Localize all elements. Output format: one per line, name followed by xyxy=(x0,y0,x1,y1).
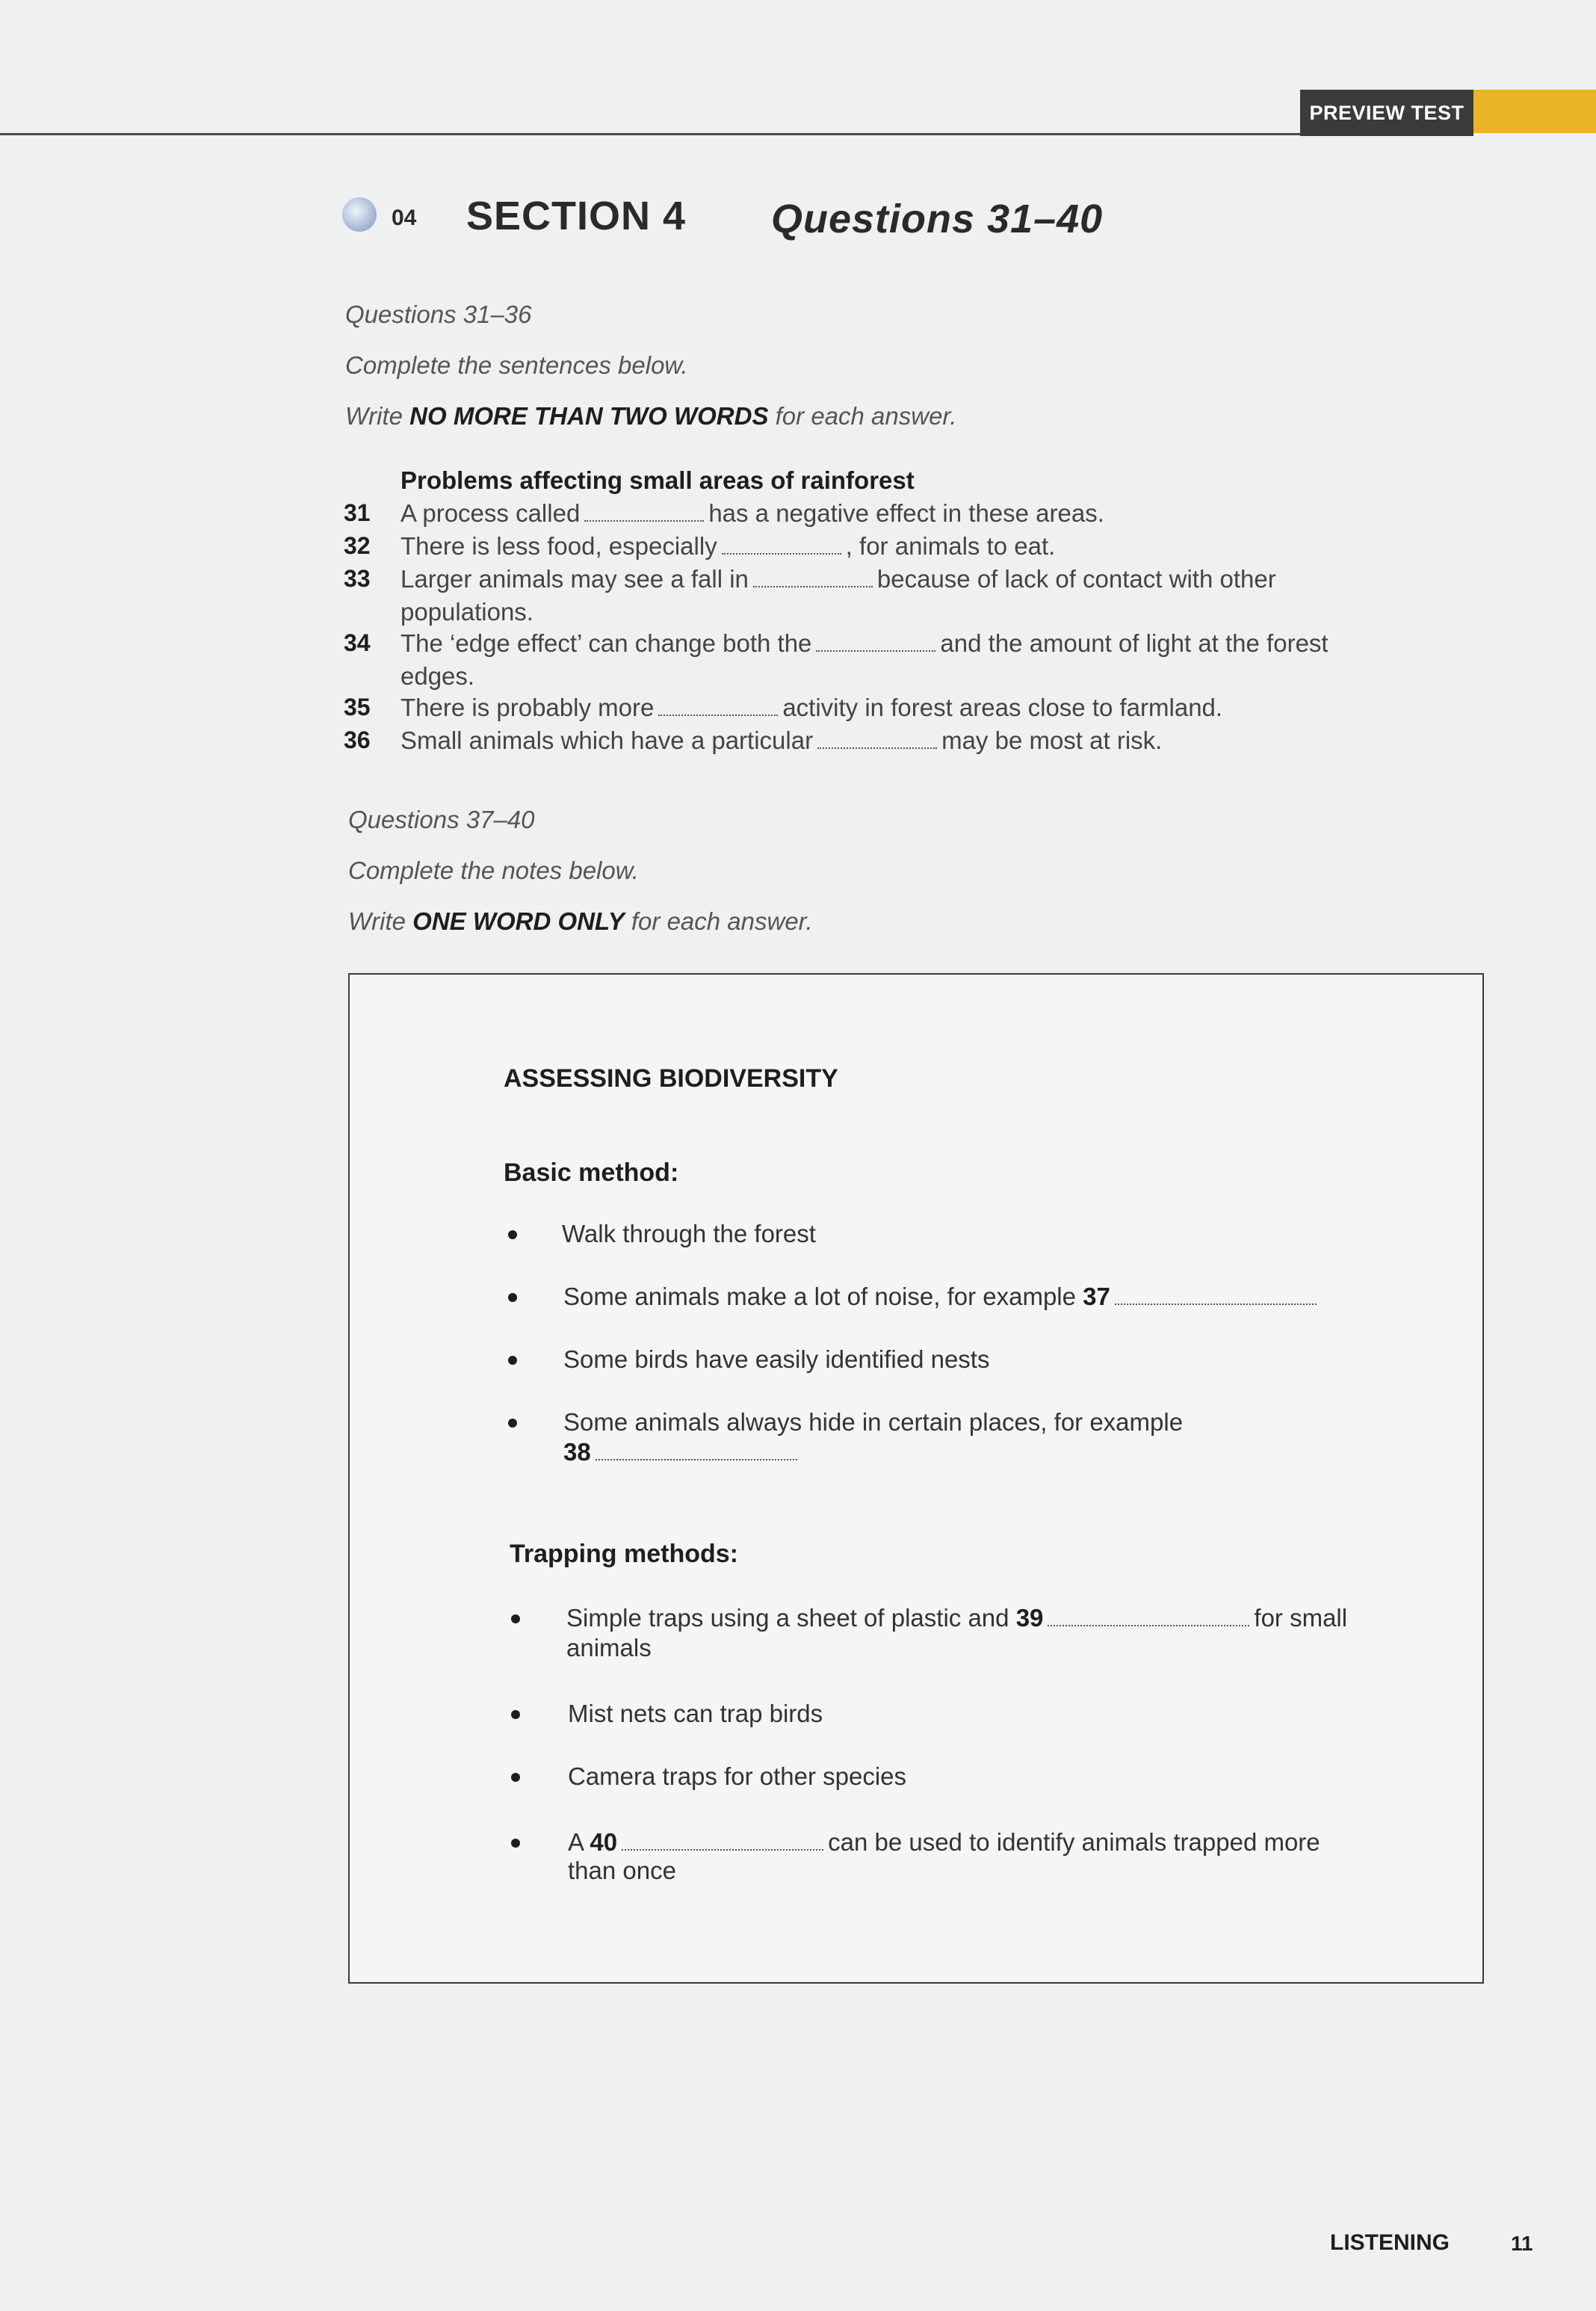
answer-blank-35[interactable] xyxy=(658,695,778,716)
footer-label: LISTENING xyxy=(1330,2230,1450,2255)
part2-instruction: Complete the notes below. xyxy=(348,857,639,884)
bullet-icon xyxy=(508,1419,517,1428)
note-trap-2: Mist nets can trap birds xyxy=(568,1700,823,1727)
answer-blank-31[interactable] xyxy=(584,501,704,522)
bullet-icon xyxy=(508,1230,517,1239)
word-limit: ONE WORD ONLY xyxy=(412,907,625,935)
word-limit: NO MORE THAN TWO WORDS xyxy=(409,402,769,430)
preview-test-tab xyxy=(1300,90,1596,136)
tab-accent-block xyxy=(1473,90,1596,133)
track-number: 04 xyxy=(392,206,417,230)
section-questions: Questions 31–40 xyxy=(771,197,1104,241)
part2-range: Questions 37–40 xyxy=(348,806,535,833)
note-basic-3: Some birds have easily identified nests xyxy=(563,1345,990,1373)
notes-title: ASSESSING BIODIVERSITY xyxy=(504,1064,838,1093)
answer-blank-39[interactable] xyxy=(1048,1605,1249,1626)
answer-blank-36[interactable] xyxy=(817,728,937,749)
trapping-methods-heading: Trapping methods: xyxy=(510,1540,738,1568)
answer-blank-34[interactable] xyxy=(816,631,935,652)
bullet-icon xyxy=(511,1614,520,1623)
answer-blank-32[interactable] xyxy=(722,534,841,555)
note-trap-4-cont: than once xyxy=(568,1857,676,1884)
note-basic-2: Some animals make a lot of noise, for example 37 xyxy=(563,1283,1321,1311)
part1-write-rule: Write NO MORE THAN TWO WORDS for each answer. xyxy=(345,402,957,430)
header-rule xyxy=(0,133,1300,135)
note-basic-1: Walk through the forest xyxy=(562,1220,816,1247)
bullet-icon xyxy=(511,1839,520,1848)
bullet-icon xyxy=(508,1293,517,1302)
basic-method-heading: Basic method: xyxy=(504,1158,679,1187)
bullet-icon xyxy=(511,1710,520,1719)
part2-write-rule: Write ONE WORD ONLY for each answer. xyxy=(348,907,813,935)
note-trap-1-cont: animals xyxy=(566,1634,652,1661)
note-trap-4: A 40 can be used to identify animals trapped more xyxy=(568,1828,1320,1856)
part1-range: Questions 31–36 xyxy=(345,300,532,328)
section-title: SECTION 4 xyxy=(466,194,687,238)
note-basic-4: Some animals always hide in certain places, for example xyxy=(563,1408,1184,1436)
answer-blank-33[interactable] xyxy=(753,567,873,587)
notes-box xyxy=(348,973,1484,1984)
answer-blank-40[interactable] xyxy=(622,1830,823,1851)
audio-cd-icon xyxy=(342,197,377,232)
part1-heading: Problems affecting small areas of rainforest xyxy=(400,466,915,494)
note-trap-1: Simple traps using a sheet of plastic and 39 for small xyxy=(566,1604,1348,1632)
note-trap-3: Camera traps for other species xyxy=(568,1762,907,1790)
answer-blank-38[interactable] xyxy=(596,1440,797,1460)
note-basic-4-cont: 38 xyxy=(563,1438,802,1466)
bullet-icon xyxy=(508,1356,517,1365)
tab-label: PREVIEW TEST xyxy=(1309,102,1464,124)
part1-instruction: Complete the sentences below. xyxy=(345,351,688,379)
page-number: 11 xyxy=(1511,2232,1533,2255)
answer-blank-37[interactable] xyxy=(1115,1284,1317,1305)
bullet-icon xyxy=(511,1773,520,1782)
